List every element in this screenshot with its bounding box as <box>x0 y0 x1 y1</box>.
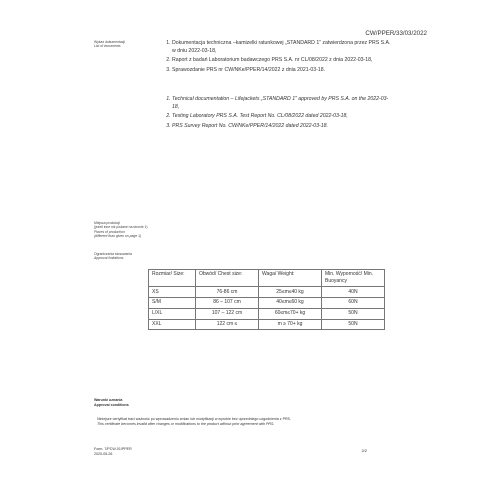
table-cell: 76-86 cm <box>196 287 259 298</box>
documents-section-label <box>94 40 125 49</box>
production-label-en: Places of production <box>94 229 125 234</box>
conditions-text-pl: Niniejsze certyfikat traci ważność po wprowadzeniu zmian lub modyfikacji w wyrobie bez uprzedniego uzgodnienia z PRS. <box>97 417 291 421</box>
conditions-label-pl: Warunki uznania <box>94 398 123 402</box>
table-cell: 60N <box>322 298 385 309</box>
limitations-label-pl: Ograniczenia stosowania <box>94 252 132 256</box>
list-item: 1. Dokumentacja techniczna –kamizelki ratunkowej „STANDARD 1” zatwierdzona przez PRS S.A. w dniu 2022-03-18, <box>172 40 392 55</box>
list-item: 3. Sprawozdanie PRS nr CW/NKe/PPER/14/2022 z dnia 2021-03-18. <box>172 67 392 75</box>
conditions-text <box>97 417 347 427</box>
table-header-row <box>149 270 385 287</box>
form-number: Form. 7/PCW-01/PPER <box>94 447 132 451</box>
list-item: 3. PRS Survey Report No. CW/NKe/PPER/14/2022 dated 2022-03-18. <box>172 123 392 131</box>
table-cell: 40≤m≤60 kg <box>259 298 322 309</box>
documents-list-en <box>162 96 392 132</box>
production-note-pl: (jeżeli inne niż podane na stronie 1) <box>94 225 148 230</box>
table-cell: 86 – 107 cm <box>196 298 259 309</box>
table-cell: 60≤m≤70+ kg <box>259 308 322 319</box>
header-buoyancy: Min. Wyporność/ Min. Buoyancy <box>322 270 385 287</box>
table-row <box>149 287 385 298</box>
documents-label-en: List of documents <box>94 44 121 49</box>
header-chest: Obwód/ Chest size: <box>196 270 259 287</box>
table-cell: 40N <box>322 287 385 298</box>
certificate-number: CW/PPER/33/03/2022 <box>365 30 427 37</box>
production-note-en: (different than given on page 1) <box>94 234 142 239</box>
size-table <box>148 269 385 330</box>
table-row <box>149 319 385 330</box>
table-cell: 50N <box>322 308 385 319</box>
form-footer <box>94 447 132 457</box>
form-date: 2020-05-26 <box>94 452 113 457</box>
production-place-label <box>94 221 148 239</box>
limitations-label-en: Approval limitations <box>94 256 124 261</box>
table-cell: 50N <box>322 319 385 330</box>
table-cell: XXL <box>149 319 196 330</box>
conditions-section-label <box>94 398 129 408</box>
documents-list-pl <box>162 40 392 76</box>
table-row <box>149 298 385 309</box>
table-cell: m ≥ 70+ kg <box>259 319 322 330</box>
table-cell: XS <box>149 287 196 298</box>
list-item: 1. Technical documentation – Lifejackets „STANDARD 1” approved by PRS S.A. on the 2022-03-18, <box>172 96 392 111</box>
header-size: Rozmiar/ Size: <box>149 270 196 287</box>
table-row <box>149 308 385 319</box>
conditions-label-en: Approval conditions <box>94 402 129 407</box>
page-number: 2/2 <box>361 448 367 453</box>
production-label-pl: Miejsca produkcji <box>94 221 121 225</box>
documents-label-pl: Wykaz dokumentacji <box>94 40 126 44</box>
list-item: 2. Raport z badań Laboratorium badawczego PRS S.A. nr CL/08/2022 z dnia 2022-03-18, <box>172 57 392 65</box>
table-cell: 122 cm ≤ <box>196 319 259 330</box>
table-cell: 107 – 122 cm <box>196 308 259 319</box>
table-cell: S/M <box>149 298 196 309</box>
header-weight: Waga/ Weight: <box>259 270 322 287</box>
table-cell: 25≤m≤40 kg <box>259 287 322 298</box>
limitations-label <box>94 252 132 261</box>
list-item: 2. Testing Laboratory PRS S.A. Test Report No. CL/08/2022 dated 2022-03-18, <box>172 113 392 121</box>
conditions-text-en: This certificate becomes invalid after changes or modifications to the product without prior agreement with PRS. <box>97 422 275 427</box>
table-cell: L/XL <box>149 308 196 319</box>
